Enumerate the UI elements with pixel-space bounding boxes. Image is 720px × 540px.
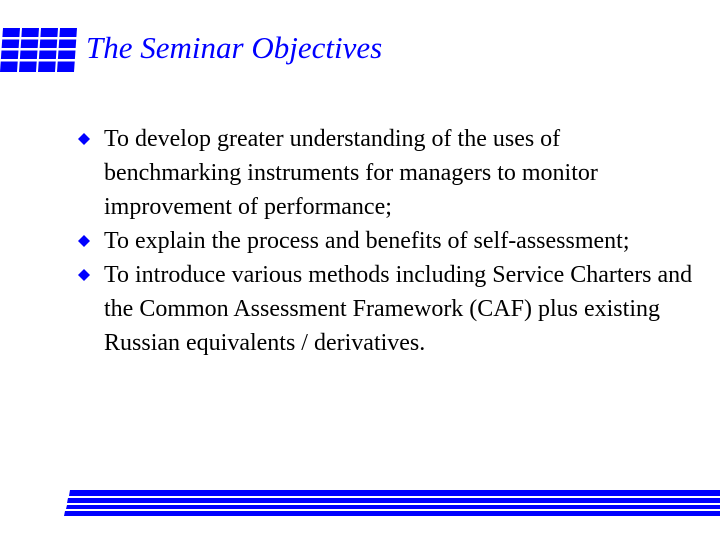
objective-text-2: To explain the process and benefits of self-assessment; [104,228,630,254]
diamond-bullet-icon [78,133,90,145]
objective-text-3: To introduce various methods including Service Charters and the Common Assessment Framework (CAF) plus existing Russian equivalents / derivatives. [104,262,693,356]
diamond-bullet-icon [78,235,90,247]
slide-title: The Seminar Objectives [86,30,383,65]
objective-item-1 [78,122,698,224]
objectives-list [78,122,698,360]
objective-item-2 [78,224,698,258]
footer-stripes-decoration [64,490,720,518]
objective-item-3 [78,258,698,360]
striped-blocks-logo [0,28,78,72]
objective-text-1: To develop greater understanding of the uses of benchmarking instruments for managers to monitor improvement of performance; [104,126,598,220]
diamond-bullet-icon [78,269,90,281]
